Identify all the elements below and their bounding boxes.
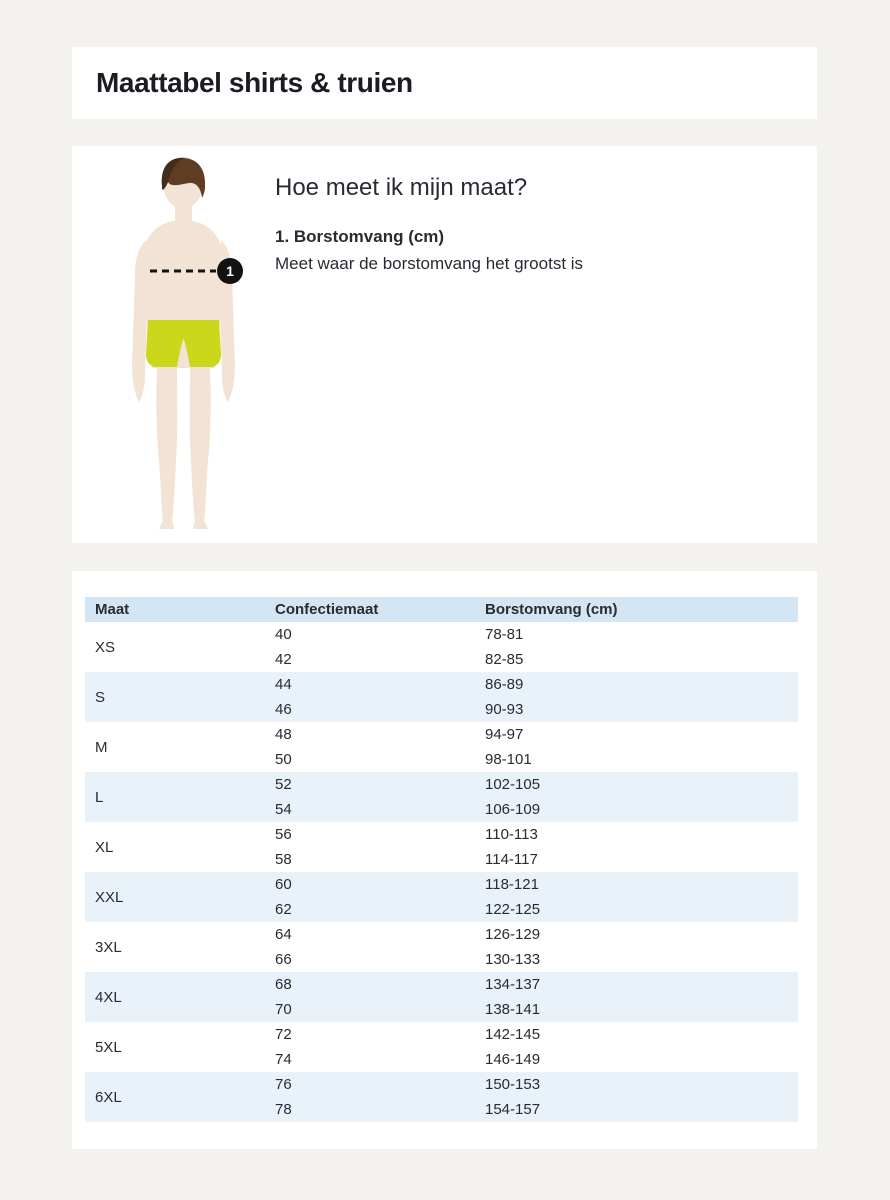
table-row: [85, 622, 798, 647]
measure-heading: Hoe meet ik mijn maat?: [275, 174, 528, 201]
size-table-body: [85, 622, 798, 1122]
table-row: [85, 822, 798, 847]
borstomvang-cell: 102-105: [475, 772, 798, 797]
table-row: [85, 972, 798, 997]
borstomvang-cell: 110-113: [485, 826, 538, 843]
confectiemaat-cell: 68: [265, 972, 475, 997]
table-row: [85, 872, 798, 897]
size-label-cell: S: [85, 672, 265, 722]
confectiemaat-cell: 60: [265, 872, 475, 897]
confectiemaat-cell: 58: [275, 851, 292, 868]
table-row: [85, 1022, 798, 1047]
borstomvang-cell: 90-93: [475, 697, 798, 722]
confectiemaat-cell: 54: [265, 797, 475, 822]
borstomvang-cell: 126-129: [485, 926, 541, 943]
table-row: [85, 1072, 798, 1097]
measure-point-1-label: 1: [226, 263, 234, 279]
borstomvang-cell: 146-149: [485, 1051, 541, 1068]
borstomvang-cell: 118-121: [475, 872, 798, 897]
size-label-cell: 5XL: [95, 1038, 122, 1056]
confectiemaat-cell: 56: [275, 826, 292, 843]
table-row: [85, 772, 798, 797]
figure-left-leg: [156, 367, 177, 522]
size-label-cell: L: [85, 772, 265, 822]
confectiemaat-cell: 72: [275, 1026, 292, 1043]
borstomvang-cell: 130-133: [485, 951, 541, 968]
table-row: [85, 922, 798, 947]
page-title: Maattabel shirts & truien: [96, 67, 413, 98]
borstomvang-cell: 138-141: [475, 997, 798, 1022]
borstomvang-cell: 154-157: [475, 1097, 798, 1122]
size-table: [85, 597, 798, 1122]
confectiemaat-cell: 62: [265, 897, 475, 922]
borstomvang-cell: 94-97: [485, 726, 524, 743]
borstomvang-cell: 98-101: [485, 751, 532, 768]
size-label-cell: XL: [95, 838, 114, 856]
size-table-card: [72, 571, 817, 1149]
confectiemaat-cell: 42: [275, 651, 292, 668]
man-figure-illustration: [128, 156, 258, 531]
confectiemaat-cell: 78: [265, 1097, 475, 1122]
borstomvang-cell: 134-137: [475, 972, 798, 997]
borstomvang-cell: 142-145: [485, 1026, 541, 1043]
figure-right-foot: [193, 522, 208, 529]
table-row: [85, 722, 798, 747]
table-row: [85, 672, 798, 697]
step1-title: 1. Borstomvang (cm): [275, 227, 445, 246]
borstomvang-cell: 86-89: [475, 672, 798, 697]
borstomvang-cell: 114-117: [485, 851, 538, 868]
col-header-confectiemaat: Confectiemaat: [265, 597, 475, 622]
size-label-cell: XS: [95, 638, 116, 656]
confectiemaat-cell: 76: [265, 1072, 475, 1097]
size-label-cell: XXL: [85, 872, 265, 922]
size-label-cell: 4XL: [85, 972, 265, 1022]
confectiemaat-cell: 44: [265, 672, 475, 697]
size-table-header: [85, 597, 798, 622]
confectiemaat-cell: 70: [265, 997, 475, 1022]
confectiemaat-cell: 52: [265, 772, 475, 797]
col-header-maat: Maat: [85, 597, 265, 622]
confectiemaat-cell: 74: [275, 1051, 292, 1068]
size-label-cell: 6XL: [85, 1072, 265, 1122]
borstomvang-cell: 122-125: [475, 897, 798, 922]
measure-card: [72, 146, 817, 543]
confectiemaat-cell: 46: [265, 697, 475, 722]
title-card: [72, 47, 817, 119]
confectiemaat-cell: 50: [275, 751, 292, 768]
confectiemaat-cell: 40: [275, 626, 292, 643]
figure-left-foot: [159, 522, 174, 529]
confectiemaat-cell: 66: [275, 951, 292, 968]
size-label-cell: 3XL: [95, 938, 122, 956]
borstomvang-cell: 150-153: [475, 1072, 798, 1097]
borstomvang-cell: 78-81: [485, 626, 524, 643]
col-header-borstomvang: Borstomvang (cm): [475, 597, 798, 622]
figure-right-leg: [190, 367, 211, 522]
size-label-cell: M: [95, 738, 108, 756]
confectiemaat-cell: 48: [275, 726, 292, 743]
measure-instructions: [275, 174, 583, 274]
step1-text: Meet waar de borstomvang het grootst is: [275, 254, 584, 273]
borstomvang-cell: 106-109: [475, 797, 798, 822]
header-row: [85, 597, 798, 622]
confectiemaat-cell: 64: [275, 926, 292, 943]
borstomvang-cell: 82-85: [485, 651, 524, 668]
